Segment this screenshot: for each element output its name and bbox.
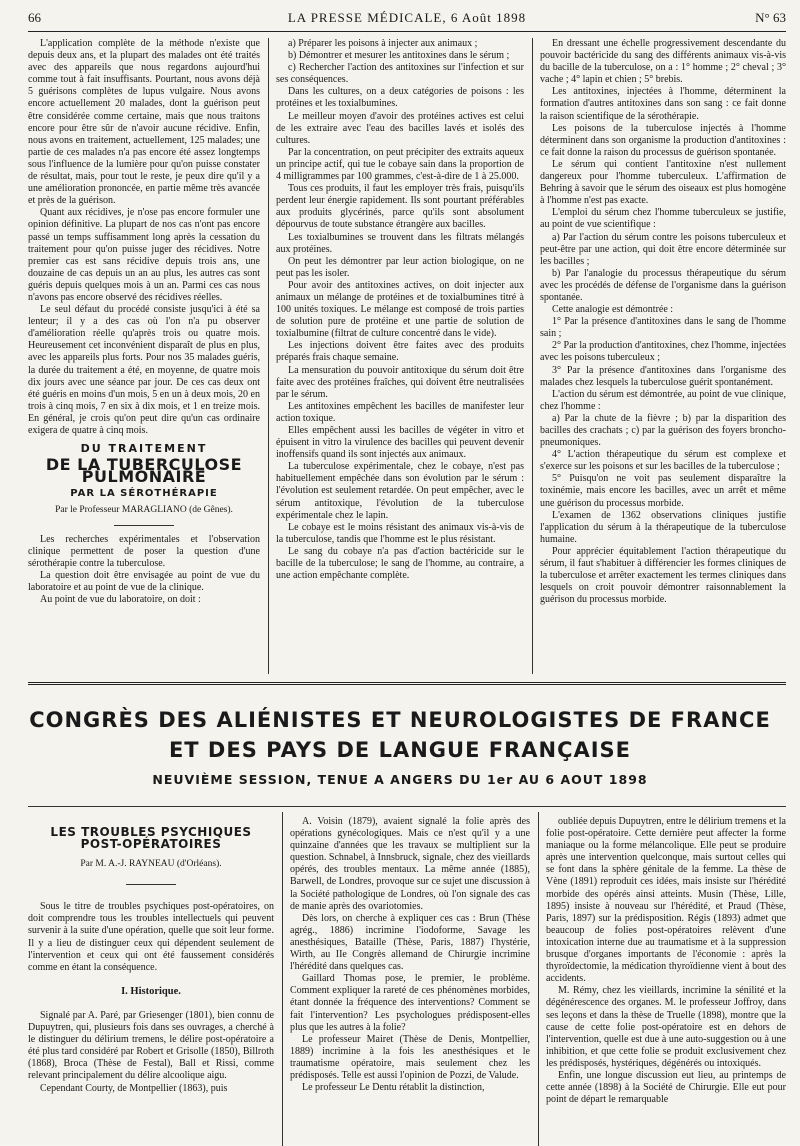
paragraph: En dressant une échelle progressivement descendante du pouvoir bactéricide du sang des différents animaux vis-à-vis du bacille de la tuberculose, on a : 1° homme ; 2° cheval ; 3° vache ; 4° lapin et chien ; 5° brebis. (540, 38, 786, 86)
paragraph: Les antitoxines empêchent les bacilles de manifester leur action toxique. (276, 400, 524, 424)
paragraph: Quant aux récidives, je n'ose pas encore formuler une opinion définitive. La plupart de nos cas n'ont pas encore passé un temps suffisamment long après la cessation du traitement pour qu'on puisse juger des récidives. Notre premier cas est sans récidive depuis trois ans, une douzaine de cas depuis un an au plus, les autres cas sont guéris depuis quelques mois à un an. Parmi ces cas nous n'avons pas encore observé des récidives réelles. (28, 207, 260, 303)
top-col2-text (276, 38, 524, 582)
paragraph: L'action du sérum est démontrée, au point de vue clinique, chez l'homme : (540, 388, 786, 412)
congres-heading (0, 708, 800, 787)
top-col3-text (540, 38, 786, 606)
running-header (28, 10, 786, 32)
paragraph: c) Rechercher l'action des antitoxines sur l'infection et sur ses conséquences. (276, 62, 524, 86)
paragraph: 1° Par la présence d'antitoxines dans le sang de l'homme sain ; (540, 316, 786, 340)
paragraph: b) Démontrer et mesurer les antitoxines dans le sérum ; (288, 50, 510, 62)
paragraph: Les poisons de la tuberculose injectés à l'homme déterminent dans son organisme la production d'antitoxines : ce fait donne la raison du processus de guérison spontanée. (540, 122, 786, 158)
paragraph: L'emploi du sérum chez l'homme tuberculeux se justifie, au point de vue scientifique : (540, 207, 786, 231)
paragraph: La tuberculose expérimentale, chez le cobaye, n'est pas habituellement empêchée dans son évolution par le sérum : l'évolution est seulement retardée. On peut empêcher, avec le sérum antitoxique, l'évolution de la tuberculose expérimentale chez le lapin. (276, 461, 524, 521)
top-column-3 (540, 38, 786, 674)
paragraph: Cette analogie est démontrée : (552, 304, 674, 316)
paragraph: Tous ces produits, il faut les employer très frais, puisqu'ils perdent leur énergie rapidement. Ils sont pourtant préférables aux produits glycérinés, parce qu'ils sont absolument dépourvus de toute substance étrangère aux bacilles. (276, 183, 524, 231)
troubles-byline: Par M. A.-J. RAYNEAU (d'Orléans). (80, 859, 222, 870)
page-number: 66 (28, 10, 41, 25)
section-separator (28, 682, 786, 685)
article-kicker: DU TRAITEMENT (80, 442, 208, 456)
paragraph: 5° Puisqu'on ne voit pas seulement disparaître la toxinémie, mais encore les bacilles, avec un arrêt et même une guérison du processus morbide. (540, 473, 786, 509)
paragraph: L'application complète de la méthode n'existe que depuis deux ans, et la plupart des malades ont été traités avec des appareils que nous regardons aujourd'hui comme tout à fait insuffisants. Pourtant, nous avons déjà 5 guérisons complètes de lupus vulgaire. Nous avons encore actuellement 20 malades, dont la guérison peut être considérée comme certaine, mais que nous traitons encore pour être sûr de n'avoir aucune récidive. Enfin, nous avons en traitement, actuellement, 125 malades; une partie de ces malades n'a pas encore été assez longtemps sous l'influence de la lumière pour qu'on puisse constater de résultat, mais, pour tout le reste, je peux dire qu'il y a une amélioration prononcée, en partie même très avancée et près de la guérison. (28, 38, 260, 207)
paragraph: a) Par la chute de la fièvre ; b) par la disparition des bacilles des crachats ; c) par la guérison des foyers broncho-pneumoniques. (540, 412, 786, 449)
paragraph: 4° L'action thérapeutique du sérum est complexe et s'exerce sur les poisons et sur les bacilles de la tuberculose ; (540, 449, 786, 473)
paragraph: 3° Par la présence d'antitoxines dans l'organisme des malades chez lesquels la tuberculose guérit spontanément. (540, 364, 786, 388)
paragraph: b) Par l'analogie du processus thérapeutique du sérum avec les procédés de défense de l'organisme dans la guérison spontanée. (540, 267, 786, 303)
paragraph: Elles empêchent aussi les bacilles de végéter in vitro et épuisent in vitro la virulence des bacilles qui peuvent devenir inoffensifs quand ils sont injectés aux animaux. (276, 425, 524, 461)
paragraph: Pour apprécier équitablement l'action thérapeutique du sérum, il faut s'habituer à différencier les formes cliniques de la tuberculose et arrêter exactement les termes cliniques dans lesquels on croit pouvoir démontrer raisonnablement la guérison du processus morbide. (540, 545, 786, 606)
paragraph: Les toxialbumines se trouvent dans les filtrats mélangés aux protéines. (276, 231, 524, 255)
article-subtitle: PAR LA SÉROTHÉRAPIE (70, 488, 218, 500)
bottom-column-3 (546, 816, 786, 1146)
paragraph: Le cobaye est le moins résistant des animaux vis-à-vis de la tuberculose, tandis que l'homme est le plus résistant. (276, 521, 524, 545)
bottom-column-2 (290, 816, 530, 1146)
column-divider (532, 38, 533, 674)
paragraph: Le sang du cobaye n'a pas d'action bactéricide sur le bacille de la tuberculose; le sang de l'homme, au contraire, a une action empêchante complète. (276, 545, 524, 582)
column-divider (282, 812, 283, 1146)
paragraph: La mensuration du pouvoir antitoxique du sérum doit être faite avec des protéines fraîches, qui doivent être neutralisées par le sérum. (276, 364, 524, 400)
paragraph: Le seul défaut du procédé consiste jusqu'ici à été sa lenteur; il y a des cas où l'on n'a pu observer d'amélioration réelle qu'après trois ou quatre mois. Heureusement cet inconvénient disparaît de plus en plus, avec les appareils plus forts. Pour nos 35 malades guéris, la durée du traitement a été, en moyenne, de quatre mois dix jours avec une séance par jour. De ces cas deux ont été guéris en moins d'un mois, 5 en un à deux mois, 20 en trois à cinq mois, 7 en six à dix mois, et 1 en treize mois. En général, je crois qu'on peut dire qu'un cas ordinaire exigera de quatre à cinq mois. (28, 304, 260, 436)
section-heading: I. Historique. (121, 985, 181, 997)
column-divider (268, 38, 269, 674)
paragraph: Le professeur Mairet (Thèse de Denis, Montpellier, 1889) incrimine à la fois les anesthésiques et le traumatisme opératoire, mais seulement chez les prédisposés. Telle est aussi l'opinion de Pozzi, de Valude. (290, 1033, 530, 1081)
paragraph: A. Voisin (1879), avaient signalé la folie après des opérations gynécologiques. Mais ce n'est qu'il y a une quinzaine d'années que les travaux se multiplient sur la question. Schnabel, à Innsbruck, signale, chez des vieillards opérés, des troubles mentaux. La même année (1885), Barwell, de Londres, provoque sur ce sujet une discussion à la Société pathologique de Londres, où l'on signale des cas de manie après des ovariotomies. (290, 816, 530, 912)
paragraph: Enfin, une longue discussion eut lieu, au printemps de cette année (1898) à la Société de Chirurgie. Elle eut pour point de départ le remarquable (546, 1069, 786, 1106)
bottom-col3-text (546, 816, 786, 1106)
bottom-column-1 (28, 812, 274, 1146)
congres-line-2: ET DES PAYS DE LANGUE FRANÇAISE (168, 738, 632, 762)
paragraph: Gaillard Thomas pose, le premier, le problème. Comment expliquer la rareté de ces phénomènes morbides, étant donnée la fréquence des interventions? Comment se fait l'intervention? Les psychologues prédisposent-elles plus que les autres à la folie? (290, 973, 530, 1033)
article-title: DE LA TUBERCULOSE PULMONAIRE (45, 455, 243, 487)
bottom-col2-text (290, 816, 530, 1094)
paragraph: oubliée depuis Dupuytren, entre le délirium tremens et la folie post-opératoire. Cette dernière peut affecter la forme maniaque ou la forme mélancolique. Elle peut se produire après une intervention quelconque, mais surtout celles qui se font dans la sphère génitale de la femme. La thèse de Vène (1891) reproduit ces idées, mais insiste sur l'hérédité morbide des opérés ainsi atteints. Musin (Thèse, Lille, 1895) insiste à nouveau sur l'hérédité, et Praud (Thèse, Paris, 1897) sur la prédisposition. Régis (1893) admet que beaucoup de folies post-opératoires relèvent d'une intoxication interne due au traumatisme et à la suppression brusque d'organes importants de l'économie : après la thyroïdectomie, la médication thyroïdienne vient à bout des accidents. (546, 816, 786, 985)
paragraph: On peut les démontrer par leur action biologique, on ne peut pas les isoler. (276, 255, 524, 279)
top-col1-text (28, 38, 260, 437)
paragraph: a) Par l'action du sérum contre les poisons tuberculeux et peut-être par une action, qui doit être encore déterminée sur les bacilles ; (540, 231, 786, 267)
paragraph: Pour avoir des antitoxines actives, on doit injecter aux animaux un mélange de protéines et de toxialbumines titré à 100 unités toxiques. Le mélange est composé de trois parties de solution pure de protéine et une partie de solution de toxialbumine (filtrat de culture concentré dans le vide). (276, 279, 524, 340)
troubles-intro (28, 901, 274, 974)
byline-rule (126, 884, 176, 885)
journal-title: LA PRESSE MÉDICALE, 6 Août 1898 (287, 10, 527, 25)
troubles-article-title: LES TROUBLES PSYCHIQUES POST-OPÉRATOIRES (50, 825, 252, 852)
paragraph: Les injections doivent être faites avec des produits préparés frais chaque semaine. (276, 340, 524, 364)
paragraph: Dès lors, on cherche à expliquer ces cas : Brun (Thèse agrég., 1886) incrimine l'iodoforme, Savage les anesthésiques, Bataille (Thèse, Paris, 1887) l'hystérie, Wirth, au IIe Congrès allemand de Chirurgie incrimine l'hérédité dans quelques cas. (290, 912, 530, 973)
paragraph: La question doit être envisagée au point de vue du laboratoire et au point de vue de la clinique. (28, 569, 260, 593)
paragraph: Le professeur Le Dentu rétablit la distinction, (302, 1082, 485, 1094)
paragraph: Au point de vue du laboratoire, on doit : (40, 594, 201, 606)
paragraph: Dans les cultures, on a deux catégories de poisons : les protéines et les toxialbumines. (276, 86, 524, 110)
paragraph: Cependant Courty, de Montpellier (1863), puis (40, 1082, 228, 1094)
paragraph: Signalé par A. Paré, par Griesenger (1801), bien connu de Dupuytren, qui, plusieurs fois dans ses ouvrages, a cherché à le distinguer du délirium tremens, le délire post-opératoire a été plus tard considéré par Robert et Grisolle (1850), Billroth (1868), Broca (Thèse de Festal), Ball et Rissi, comme relevant principalement du délire alcoolique aigu. (28, 1009, 274, 1082)
top-column-1 (28, 38, 260, 674)
column-divider (538, 812, 539, 1146)
tuberculose-article-heading (28, 443, 260, 525)
paragraph: Les recherches expérimentales et l'observation clinique permettent de poser la question d'une sérothérapie contre la tuberculose. (28, 533, 260, 569)
congres-line-1: CONGRÈS DES ALIÉNISTES ET NEUROLOGISTES DE FRANCE (29, 708, 771, 732)
bottom-col1-text (28, 1010, 274, 1095)
congres-line-3: NEUVIÈME SESSION, TENUE A ANGERS DU 1er AU 6 AOUT 1898 (152, 772, 648, 787)
paragraph: 2° Par la production d'antitoxines, chez l'homme, injectées avec les poisons tuberculeux ; (540, 340, 786, 364)
top-col1b-text (28, 534, 260, 607)
article-byline: Par le Professeur MARAGLIANO (de Gênes). (55, 505, 233, 516)
paragraph: Le sérum qui contient l'antitoxine n'est nullement dangereux pour l'homme tuberculeux. L'affirmation de Behring à savoir que le sérum des oiseaux est plus homogène à l'homme n'est pas exacte. (540, 158, 786, 207)
headline-rule (28, 806, 786, 807)
paragraph: M. Rémy, chez les vieillards, incrimine la sénilité et la dégénérescence des organes. M. le professeur Joffroy, dans ses leçons et dans la thèse de Truelle (1898), montre que la cause de cette folie post-opératoire est en dehors de l'intervention, quelle est due à une auto-suggestion ou à une inhibition, et que cette folie se produit exclusivement chez les prédisposés, hystériques, dégénérés ou intoxiqués. (546, 985, 786, 1069)
paragraph: Le meilleur moyen d'avoir des protéines actives est celui de les extraire avec l'eau des bacilles lavés et isolés des cultures. (276, 110, 524, 146)
paragraph: L'examen de 1362 observations cliniques justifie l'application du sérum à la thérapeutique de la tuberculose humaine. (540, 509, 786, 545)
heading-rule (114, 525, 174, 526)
top-column-2 (276, 38, 524, 674)
issue-number: N° 63 (755, 10, 786, 25)
header-rule (28, 31, 786, 32)
paragraph: a) Préparer les poisons à injecter aux animaux ; (288, 38, 478, 49)
paragraph: Sous le titre de troubles psychiques post-opératoires, on doit comprendre tous les troubles intellectuels qui peuvent survenir à la suite d'une opération, quelle que soit leur forme. Il y a lieu de distinguer ceux qui dépendent seulement de l'intervention et ceux qui ont été faussement considérés comme en étant la conséquence. (28, 901, 274, 973)
paragraph: Par la concentration, on peut précipiter des extraits aqueux un principe actif, qui tue le cobaye sain dans la proportion de 4 milligrammes par 100 grammes, c'est-à-dire de 1 à 25.000. (276, 146, 524, 183)
paragraph: Les antitoxines, injectées à l'homme, déterminent la formation d'autres antitoxines dans son sang : ce fait donne la raison scientifique de la sérothérapie. (540, 86, 786, 122)
